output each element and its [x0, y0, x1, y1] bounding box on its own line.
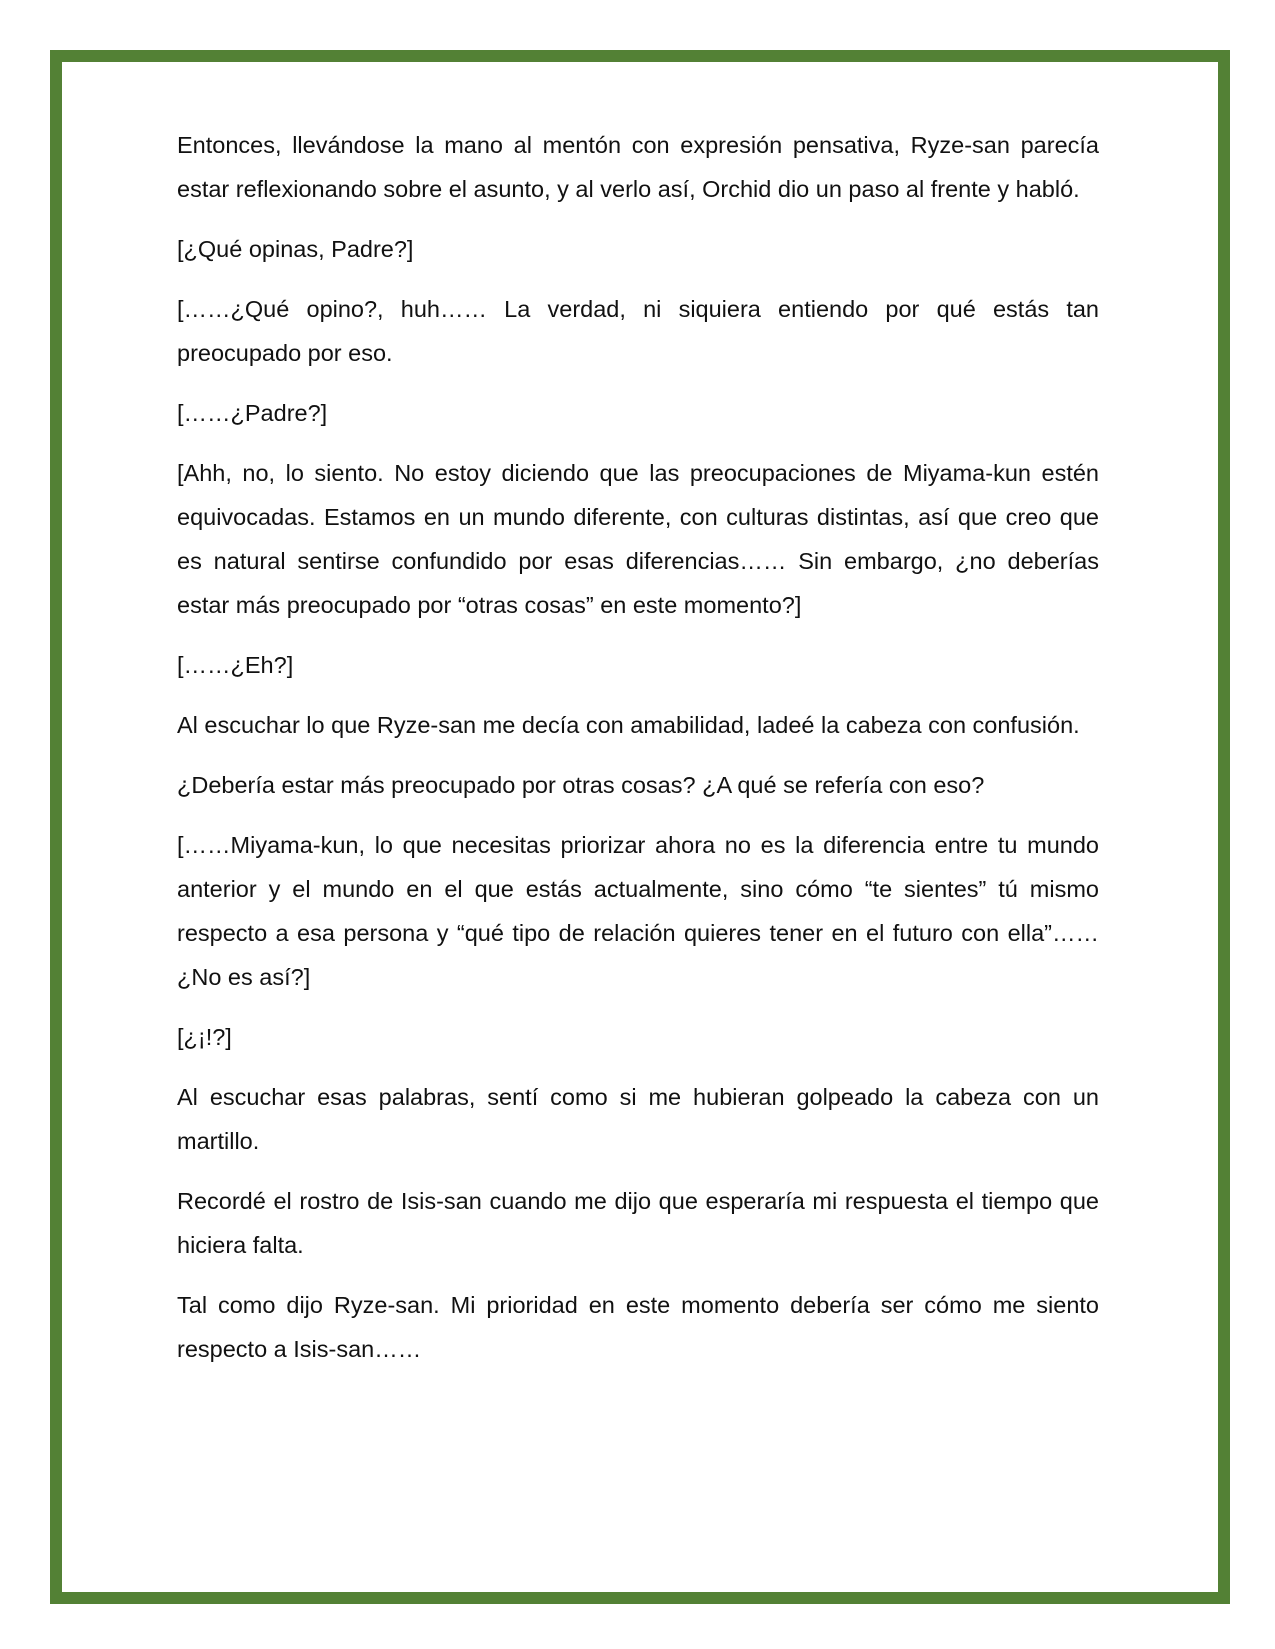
paragraph: [¿Qué opinas, Padre?]: [177, 236, 414, 262]
paragraph: Al escuchar esas palabras, sentí como si me hubieran golpeado la cabeza con un martillo.: [177, 1084, 1099, 1154]
paragraph: [……Miyama-kun, lo que necesitas priorizar ahora no es la diferencia entre tu mundo anterior y el mundo en el que estás actualmente, sino cómo “te sientes” tú mismo respecto a esa persona y “qué tipo de relación quieres tener en el futuro con ella”…… ¿No es así?]: [177, 832, 1099, 990]
paragraph: [……¿Padre?]: [177, 400, 328, 426]
paragraph: ¿Debería estar más preocupado por otras cosas? ¿A qué se refería con eso?: [177, 772, 985, 798]
paragraph: [Ahh, no, lo siento. No estoy diciendo que las preocupaciones de Miyama-kun estén equivocadas. Estamos en un mundo diferente, con culturas distintas, así que creo que es natural sentirse confundido por esas diferencias…… Sin embargo, ¿no deberías estar más preocupado por “otras cosas” en este momento?]: [177, 460, 1099, 618]
paragraph: Recordé el rostro de Isis-san cuando me dijo que esperaría mi respuesta el tiempo que hiciera falta.: [177, 1188, 1099, 1258]
paragraph: Al escuchar lo que Ryze-san me decía con amabilidad, ladeé la cabeza con confusión.: [177, 712, 1080, 738]
paragraph: [……¿Eh?]: [177, 652, 294, 678]
document-body: [177, 123, 1099, 1387]
paragraph: [……¿Qué opino?, huh…… La verdad, ni siquiera entiendo por qué estás tan preocupado por eso.: [177, 296, 1099, 366]
paragraph: Entonces, llevándose la mano al mentón con expresión pensativa, Ryze-san parecía estar reflexionando sobre el asunto, y al verlo así, Orchid dio un paso al frente y habló.: [177, 132, 1099, 202]
paragraph: [¿¡!?]: [177, 1024, 232, 1050]
paragraph: Tal como dijo Ryze-san. Mi prioridad en este momento debería ser cómo me siento respecto a Isis-san……: [177, 1292, 1099, 1362]
